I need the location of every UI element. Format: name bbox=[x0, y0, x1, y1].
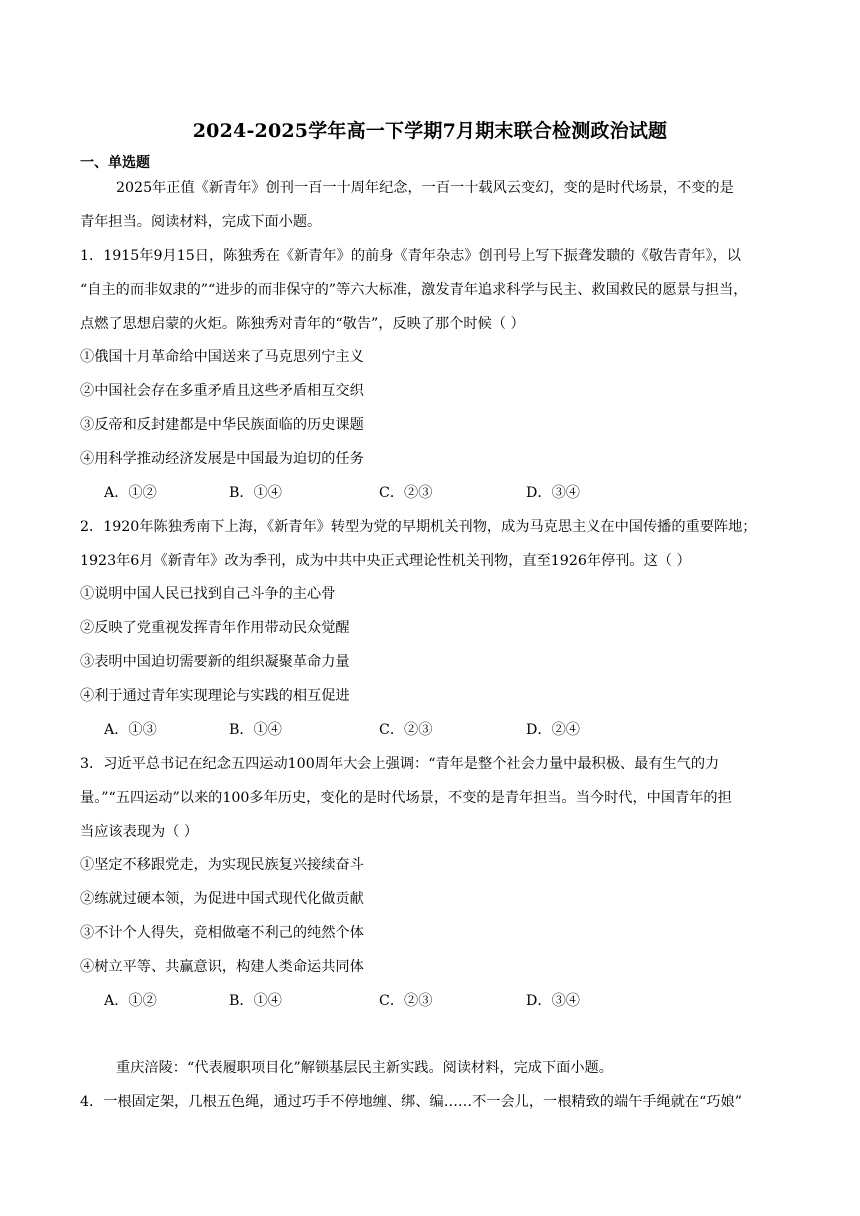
section-heading: 一、单选题 bbox=[80, 155, 150, 171]
option-b[interactable]: B．①④ bbox=[229, 722, 282, 738]
option-d[interactable]: D．③④ bbox=[526, 993, 580, 1009]
statement-item: ①俄国十月革命给中国送来了马克思列宁主义 bbox=[80, 349, 364, 365]
option-c[interactable]: C．②③ bbox=[379, 993, 433, 1009]
document-title: 2024-2025学年高一下学期7月期末联合检测政治试题 bbox=[192, 120, 668, 142]
statement-item: ②练就过硬本领，为促进中国式现代化做贡献 bbox=[80, 891, 364, 907]
question-stem-line: 4．一根固定架，几根五色绳，通过巧手不停地缠、绑、编……不一会儿，一根精致的端午手绳就在“巧娘” bbox=[80, 1094, 742, 1110]
option-a[interactable]: A．①③ bbox=[104, 722, 157, 738]
intro-paragraph-line: 2025年正值《新青年》创刊一百一十周年纪念，一百一十载风云变幻，变的是时代场景，不变的是 bbox=[116, 180, 734, 196]
statement-item: ④利于通过青年实现理论与实践的相互促进 bbox=[80, 688, 350, 704]
question-stem-line: 3．习近平总书记在纪念五四运动100周年大会上强调：“青年是整个社会力量中最积极、最有生气的力 bbox=[80, 756, 720, 772]
intro-paragraph-line: 青年担当。阅读材料，完成下面小题。 bbox=[80, 214, 322, 230]
question-stem-line: 1．1915年9月15日，陈独秀在《新青年》的前身《青年杂志》创刊号上写下振聋发聩的《敬告青年》，以 bbox=[80, 248, 741, 264]
statement-item: ①坚定不移跟党走，为实现民族复兴接续奋斗 bbox=[80, 857, 364, 873]
option-d[interactable]: D．②④ bbox=[526, 722, 580, 738]
statement-item: ②中国社会存在多重矛盾且这些矛盾相互交织 bbox=[80, 383, 364, 399]
question-stem-line: 2．1920年陈独秀南下上海，《新青年》转型为党的早期机关刊物，成为马克思主义在中国传播的重要阵地； bbox=[80, 519, 757, 535]
option-d[interactable]: D．③④ bbox=[526, 485, 580, 501]
question-stem-line: 1923年6月《新青年》改为季刊，成为中共中央正式理论性机关刊物，直至1926年停刊。这（ ） bbox=[80, 553, 691, 569]
question-stem-line: 点燃了思想启蒙的火炬。陈独秀对青年的“敬告”，反映了那个时候（ ） bbox=[80, 316, 525, 332]
statement-item: ④树立平等、共赢意识，构建人类命运共同体 bbox=[80, 959, 364, 975]
option-a[interactable]: A．①② bbox=[104, 485, 157, 501]
option-a[interactable]: A．①② bbox=[104, 993, 157, 1009]
question-stem-line: “自主的而非奴隶的”“进步的而非保守的”等六大标准，激发青年追求科学与民主、救国救民的愿景与担当， bbox=[80, 282, 748, 298]
statement-item: ③反帝和反封建都是中华民族面临的历史课题 bbox=[80, 417, 364, 433]
option-b[interactable]: B．①④ bbox=[229, 993, 282, 1009]
statement-item: ①说明中国人民已找到自己斗争的主心骨 bbox=[80, 586, 336, 602]
option-c[interactable]: C．②③ bbox=[379, 722, 433, 738]
statement-item: ②反映了党重视发挥青年作用带动民众觉醒 bbox=[80, 620, 350, 636]
statement-item: ④用科学推动经济发展是中国最为迫切的任务 bbox=[80, 451, 364, 467]
intro-paragraph-line: 重庆涪陵：“代表履职项目化”解锁基层民主新实践。阅读材料，完成下面小题。 bbox=[116, 1060, 613, 1076]
statement-item: ③不计个人得失，竞相做毫不利己的纯然个体 bbox=[80, 925, 364, 941]
question-stem-line: 当应该表现为（ ） bbox=[80, 824, 199, 840]
option-c[interactable]: C．②③ bbox=[379, 485, 433, 501]
option-b[interactable]: B．①④ bbox=[229, 485, 282, 501]
statement-item: ③表明中国迫切需要新的组织凝聚革命力量 bbox=[80, 654, 350, 670]
question-stem-line: 量。”“五四运动”以来的100多年历史，变化的是时代场景，不变的是青年担当。当今时代，中国青年的担 bbox=[80, 790, 732, 806]
